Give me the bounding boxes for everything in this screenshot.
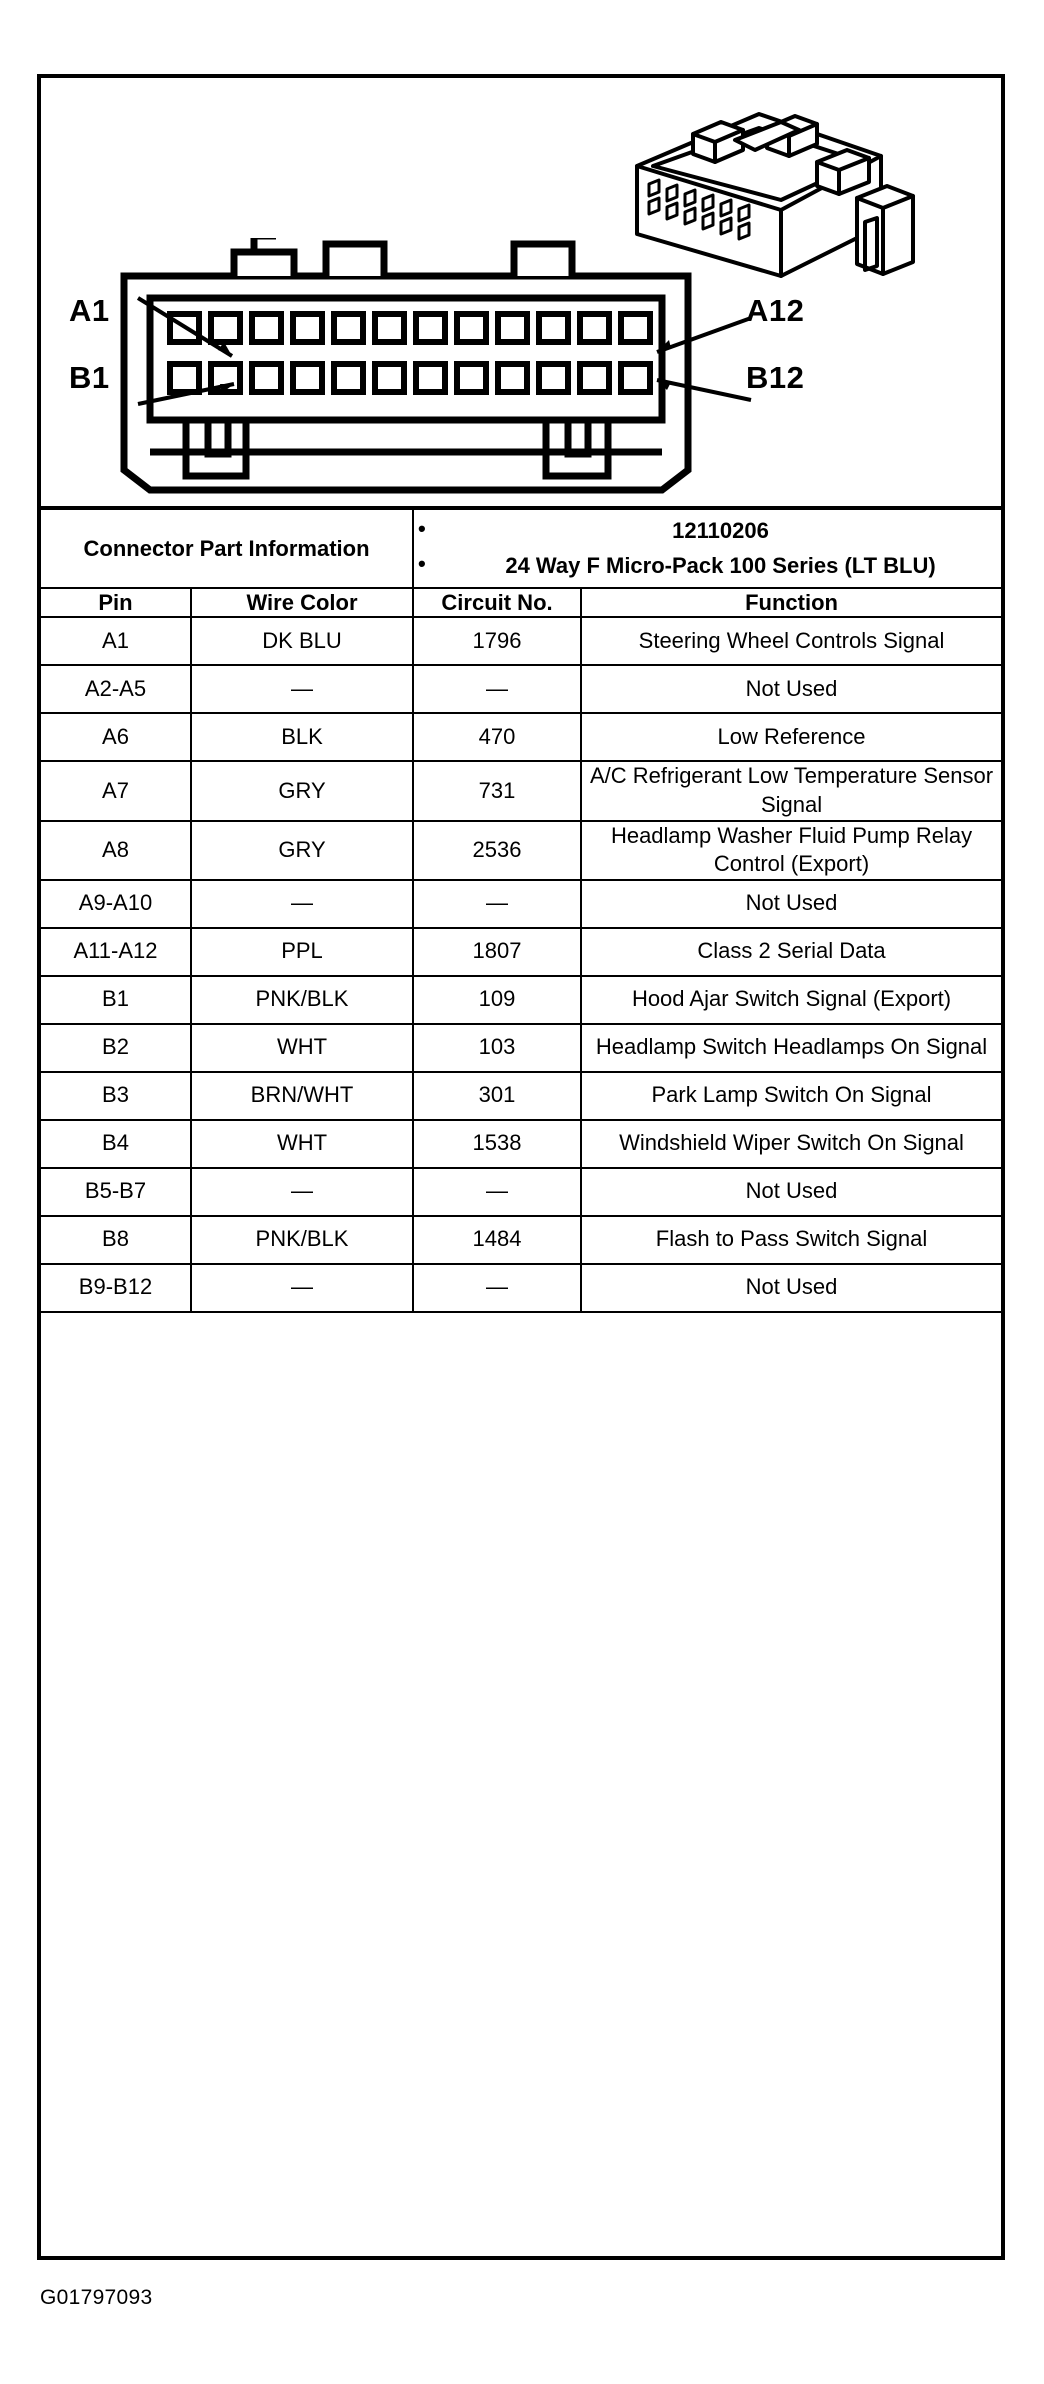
table-row bbox=[41, 821, 1001, 880]
leader-line-a1 bbox=[136, 292, 246, 364]
connector-figure bbox=[41, 78, 1001, 506]
cell-pin: B3 bbox=[41, 1072, 191, 1120]
cell-circuit-no: 109 bbox=[413, 976, 581, 1024]
cell-wire-color: BRN/WHT bbox=[191, 1072, 413, 1120]
table-row bbox=[41, 976, 1001, 1024]
cell-circuit-no: — bbox=[413, 1168, 581, 1216]
connector-face-view bbox=[116, 238, 696, 498]
cell-function: Not Used bbox=[581, 1168, 1001, 1216]
cell-pin: B9-B12 bbox=[41, 1264, 191, 1312]
table-header-row bbox=[41, 588, 1001, 618]
table-row bbox=[41, 713, 1001, 761]
table-row bbox=[41, 1072, 1001, 1120]
column-header-function: Function bbox=[581, 588, 1001, 618]
cell-function: Not Used bbox=[581, 665, 1001, 713]
table-row bbox=[41, 1264, 1001, 1312]
cell-circuit-no: — bbox=[413, 665, 581, 713]
column-header-circuit-no: Circuit No. bbox=[413, 588, 581, 618]
cell-pin: A1 bbox=[41, 617, 191, 665]
table-row bbox=[41, 1168, 1001, 1216]
pin-label-b1: B1 bbox=[69, 360, 110, 395]
figure-id: G01797093 bbox=[40, 2286, 153, 2309]
connector-pinout-table bbox=[41, 506, 1001, 1313]
cell-function: Steering Wheel Controls Signal bbox=[581, 617, 1001, 665]
cell-circuit-no: 301 bbox=[413, 1072, 581, 1120]
pin-label-a12: A12 bbox=[746, 293, 805, 328]
cell-function: Hood Ajar Switch Signal (Export) bbox=[581, 976, 1001, 1024]
cell-wire-color: — bbox=[191, 880, 413, 928]
cell-function: Not Used bbox=[581, 1264, 1001, 1312]
cell-pin: B1 bbox=[41, 976, 191, 1024]
cell-function: Low Reference bbox=[581, 713, 1001, 761]
part-info-item: • 12110206 bbox=[414, 517, 1001, 545]
table-row bbox=[41, 617, 1001, 665]
cell-wire-color: — bbox=[191, 1264, 413, 1312]
connector-part-information-row bbox=[41, 508, 1001, 588]
leader-line-b12 bbox=[651, 374, 755, 408]
cell-function: Windshield Wiper Switch On Signal bbox=[581, 1120, 1001, 1168]
cell-wire-color: WHT bbox=[191, 1120, 413, 1168]
column-header-wire-color: Wire Color bbox=[191, 588, 413, 618]
cell-pin: A9-A10 bbox=[41, 880, 191, 928]
cell-circuit-no: — bbox=[413, 1264, 581, 1312]
column-header-pin: Pin bbox=[41, 588, 191, 618]
table-row bbox=[41, 928, 1001, 976]
cell-pin: B2 bbox=[41, 1024, 191, 1072]
part-info-item: • 24 Way F Micro-Pack 100 Series (LT BLU) bbox=[414, 552, 1001, 580]
cell-circuit-no: 731 bbox=[413, 761, 581, 820]
cell-wire-color: PPL bbox=[191, 928, 413, 976]
cell-function: Flash to Pass Switch Signal bbox=[581, 1216, 1001, 1264]
cell-pin: A7 bbox=[41, 761, 191, 820]
cell-function: Headlamp Washer Fluid Pump Relay Control (Export) bbox=[581, 821, 1001, 880]
cell-wire-color: PNK/BLK bbox=[191, 976, 413, 1024]
table-row bbox=[41, 1216, 1001, 1264]
cell-pin: B8 bbox=[41, 1216, 191, 1264]
connector-diagram-sheet bbox=[37, 74, 1005, 2260]
cell-pin: B5-B7 bbox=[41, 1168, 191, 1216]
cell-function: Headlamp Switch Headlamps On Signal bbox=[581, 1024, 1001, 1072]
table-row bbox=[41, 1120, 1001, 1168]
cell-pin: A8 bbox=[41, 821, 191, 880]
cell-wire-color: — bbox=[191, 665, 413, 713]
cell-wire-color: DK BLU bbox=[191, 617, 413, 665]
table-body bbox=[41, 617, 1001, 1311]
pin-label-b12: B12 bbox=[746, 360, 805, 395]
cell-circuit-no: — bbox=[413, 880, 581, 928]
cell-wire-color: — bbox=[191, 1168, 413, 1216]
table-row bbox=[41, 1024, 1001, 1072]
leader-line-a12 bbox=[651, 314, 755, 358]
cell-circuit-no: 470 bbox=[413, 713, 581, 761]
cell-circuit-no: 1796 bbox=[413, 617, 581, 665]
cell-wire-color: GRY bbox=[191, 761, 413, 820]
cell-circuit-no: 1807 bbox=[413, 928, 581, 976]
cell-wire-color: BLK bbox=[191, 713, 413, 761]
cell-circuit-no: 103 bbox=[413, 1024, 581, 1072]
cell-pin: A11-A12 bbox=[41, 928, 191, 976]
table-row bbox=[41, 665, 1001, 713]
cell-function: Class 2 Serial Data bbox=[581, 928, 1001, 976]
cell-function: Park Lamp Switch On Signal bbox=[581, 1072, 1001, 1120]
cell-wire-color: WHT bbox=[191, 1024, 413, 1072]
cell-wire-color: GRY bbox=[191, 821, 413, 880]
table-row bbox=[41, 880, 1001, 928]
connector-part-information-label: Connector Part Information bbox=[41, 508, 413, 588]
cell-wire-color: PNK/BLK bbox=[191, 1216, 413, 1264]
cell-pin: B4 bbox=[41, 1120, 191, 1168]
pin-label-a1: A1 bbox=[69, 293, 110, 328]
cell-circuit-no: 2536 bbox=[413, 821, 581, 880]
cell-circuit-no: 1538 bbox=[413, 1120, 581, 1168]
cell-pin: A6 bbox=[41, 713, 191, 761]
table-row bbox=[41, 761, 1001, 820]
cell-circuit-no: 1484 bbox=[413, 1216, 581, 1264]
cell-function: A/C Refrigerant Low Temperature Sensor Signal bbox=[581, 761, 1001, 820]
cell-function: Not Used bbox=[581, 880, 1001, 928]
leader-line-b1 bbox=[136, 378, 246, 412]
connector-part-information-list bbox=[413, 508, 1001, 588]
cell-pin: A2-A5 bbox=[41, 665, 191, 713]
